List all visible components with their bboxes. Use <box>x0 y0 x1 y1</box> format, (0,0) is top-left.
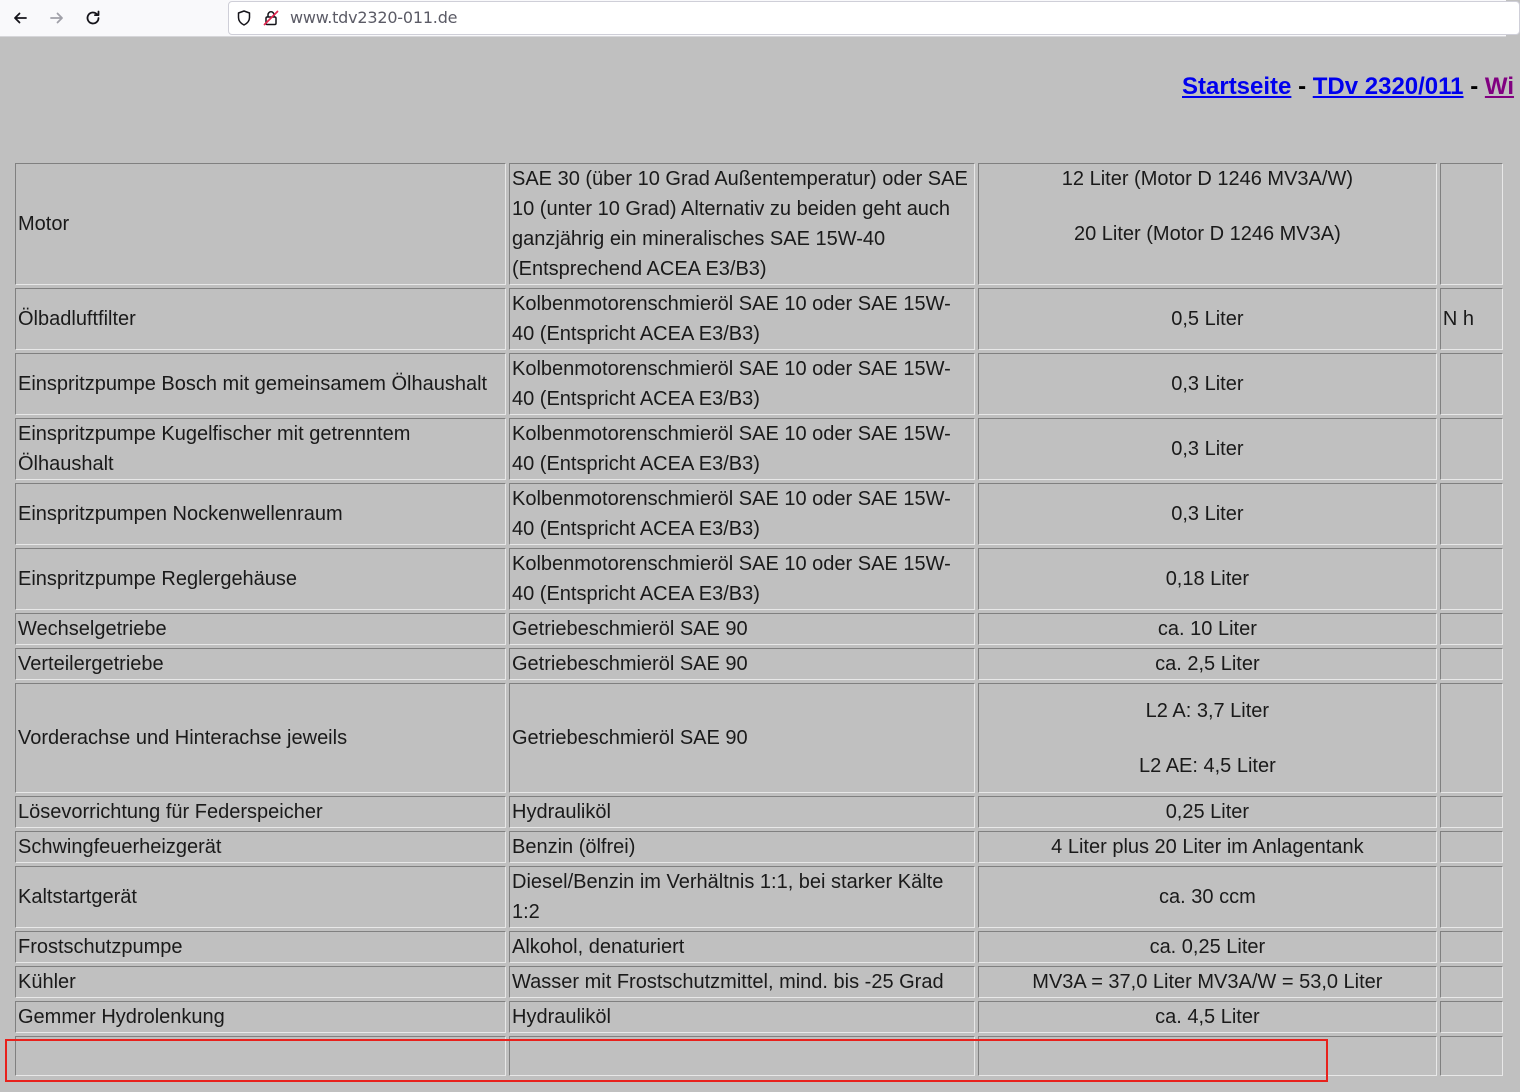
note-cell <box>1440 613 1503 645</box>
note-cell <box>1440 418 1503 480</box>
note-cell <box>1440 483 1503 545</box>
url-text[interactable]: www.tdv2320-011.de <box>290 8 458 27</box>
url-bar[interactable] <box>228 1 1520 35</box>
lubricant-cell: Diesel/Benzin im Verhältnis 1:1, bei starker Kälte 1:2 <box>509 866 975 928</box>
capacity-value: 0,3 Liter <box>1171 503 1244 525</box>
table-row <box>15 418 1503 480</box>
table-row <box>15 796 1503 828</box>
capacity-value: 0,3 Liter <box>1171 373 1244 395</box>
capacity-value: ca. 0,25 Liter <box>1149 936 1266 958</box>
table-row <box>15 831 1503 863</box>
capacity-gap <box>981 726 1434 751</box>
capacity-cell <box>978 548 1437 610</box>
note-cell: N h <box>1440 288 1503 350</box>
component-cell: Vorderachse und Hinterachse jeweils <box>15 683 506 793</box>
component-cell: Einspritzpumpe Bosch mit gemeinsamem Ölhaushalt <box>15 353 506 415</box>
note-cell <box>1440 796 1503 828</box>
capacity-cell <box>978 163 1437 285</box>
lubricant-cell: Hydrauliköl <box>509 796 975 828</box>
capacity-value: 0,5 Liter <box>1171 308 1244 330</box>
component-cell: Wechselgetriebe <box>15 613 506 645</box>
capacity-value: 20 Liter (Motor D 1246 MV3A) <box>1073 223 1341 245</box>
lubricant-cell: Kolbenmotorenschmieröl SAE 10 oder SAE 15W-40 (Entspricht ACEA E3/B3) <box>509 483 975 545</box>
note-cell <box>1440 1001 1503 1033</box>
forward-arrow-icon[interactable] <box>45 6 69 30</box>
capacity-cell <box>978 288 1437 350</box>
capacity-value: ca. 30 ccm <box>1159 886 1256 908</box>
nav-separator: - <box>1470 73 1479 100</box>
lubricant-cell: Kolbenmotorenschmieröl SAE 10 oder SAE 15W-40 (Entspricht ACEA E3/B3) <box>509 418 975 480</box>
component-cell: Kaltstartgerät <box>15 866 506 928</box>
capacity-value: 0,25 Liter <box>1165 801 1250 823</box>
table-row <box>15 613 1503 645</box>
lubricant-cell: Getriebeschmieröl SAE 90 <box>509 648 975 680</box>
lubricant-cell <box>509 1036 975 1076</box>
component-cell: Kühler <box>15 966 506 998</box>
note-cell <box>1440 931 1503 963</box>
component-cell: Einspritzpumpen Nockenwellenraum <box>15 483 506 545</box>
lubricant-cell: Alkohol, denaturiert <box>509 931 975 963</box>
component-cell: Frostschutzpumpe <box>15 931 506 963</box>
nav-separator: - <box>1298 73 1307 100</box>
capacity-cell <box>978 796 1437 828</box>
lubricant-table <box>12 160 1506 1079</box>
component-cell: Verteilergetriebe <box>15 648 506 680</box>
capacity-gap <box>981 194 1434 219</box>
capacity-cell <box>978 866 1437 928</box>
capacity-cell <box>978 353 1437 415</box>
capacity-cell <box>978 483 1437 545</box>
note-cell <box>1440 966 1503 998</box>
capacity-value: 4 Liter plus 20 Liter im Anlagentank <box>1051 836 1364 858</box>
component-cell: Gemmer Hydrolenkung <box>15 1001 506 1033</box>
back-arrow-icon[interactable] <box>8 6 32 30</box>
table-row <box>15 163 1503 285</box>
table-row <box>15 683 1503 793</box>
shield-icon[interactable] <box>235 9 253 27</box>
capacity-cell <box>978 1001 1437 1033</box>
table-row <box>15 648 1503 680</box>
insecure-lock-icon[interactable] <box>262 9 280 27</box>
capacity-value: 12 Liter (Motor D 1246 MV3A/W) <box>1061 168 1353 190</box>
note-cell <box>1440 548 1503 610</box>
component-cell: Schwingfeuerheizgerät <box>15 831 506 863</box>
lubricant-cell: Benzin (ölfrei) <box>509 831 975 863</box>
note-cell <box>1440 683 1503 793</box>
table-row <box>15 1001 1503 1033</box>
table-row <box>15 966 1503 998</box>
browser-toolbar <box>0 0 1506 37</box>
component-cell <box>15 1036 506 1076</box>
header-navigation <box>1182 73 1514 101</box>
note-cell <box>1440 1036 1503 1076</box>
component-cell: Lösevorrichtung für Federspeicher <box>15 796 506 828</box>
lubricant-cell: SAE 30 (über 10 Grad Außentemperatur) oder SAE 10 (unter 10 Grad) Alternativ zu beiden geht auch ganzjährig ein mineralisches SAE 15W-40 (Entsprechend ACEA E3/B3) <box>509 163 975 285</box>
table-row <box>15 288 1503 350</box>
note-cell <box>1440 866 1503 928</box>
lubricant-cell: Kolbenmotorenschmieröl SAE 10 oder SAE 15W-40 (Entspricht ACEA E3/B3) <box>509 288 975 350</box>
capacity-value: 0,3 Liter <box>1171 438 1244 460</box>
lubricant-cell: Kolbenmotorenschmieröl SAE 10 oder SAE 15W-40 (Entspricht ACEA E3/B3) <box>509 548 975 610</box>
note-cell <box>1440 163 1503 285</box>
table-row <box>15 483 1503 545</box>
capacity-value: 0,18 Liter <box>1165 568 1250 590</box>
note-cell <box>1440 648 1503 680</box>
lubricant-cell: Kolbenmotorenschmieröl SAE 10 oder SAE 15W-40 (Entspricht ACEA E3/B3) <box>509 353 975 415</box>
nav-link-tdv[interactable]: TDv 2320/011 <box>1312 73 1464 100</box>
component-cell: Motor <box>15 163 506 285</box>
lubricant-cell: Getriebeschmieröl SAE 90 <box>509 683 975 793</box>
table-row <box>15 931 1503 963</box>
capacity-cell <box>978 648 1437 680</box>
capacity-cell <box>978 683 1437 793</box>
nav-link-wi[interactable]: Wi <box>1484 73 1514 100</box>
note-cell <box>1440 353 1503 415</box>
lubricant-cell: Wasser mit Frostschutzmittel, mind. bis -25 Grad <box>509 966 975 998</box>
capacity-value: ca. 4,5 Liter <box>1155 1006 1260 1028</box>
component-cell: Ölbadluftfilter <box>15 288 506 350</box>
capacity-value: ca. 10 Liter <box>1157 618 1257 640</box>
component-cell: Einspritzpumpe Reglergehäuse <box>15 548 506 610</box>
capacity-value: L2 AE: 4,5 Liter <box>1139 754 1276 777</box>
capacity-cell <box>978 613 1437 645</box>
table-row <box>15 353 1503 415</box>
capacity-value: L2 A: 3,7 Liter <box>1145 699 1270 722</box>
capacity-value: MV3A = 37,0 Liter MV3A/W = 53,0 Liter <box>1032 971 1383 993</box>
capacity-cell <box>978 1036 1437 1076</box>
table-row <box>15 548 1503 610</box>
table-viewport <box>0 168 1506 1092</box>
capacity-cell <box>978 418 1437 480</box>
capacity-cell <box>978 831 1437 863</box>
component-cell: Einspritzpumpe Kugelfischer mit getrenntem Ölhaushalt <box>15 418 506 480</box>
lubricant-cell: Hydrauliköl <box>509 1001 975 1033</box>
table-row <box>15 866 1503 928</box>
note-cell <box>1440 831 1503 863</box>
reload-icon[interactable] <box>81 6 105 30</box>
capacity-cell <box>978 931 1437 963</box>
capacity-value: ca. 2,5 Liter <box>1155 653 1260 675</box>
table-row <box>15 1036 1503 1076</box>
nav-link-startseite[interactable]: Startseite <box>1182 73 1292 100</box>
capacity-cell <box>978 966 1437 998</box>
lubricant-cell: Getriebeschmieröl SAE 90 <box>509 613 975 645</box>
